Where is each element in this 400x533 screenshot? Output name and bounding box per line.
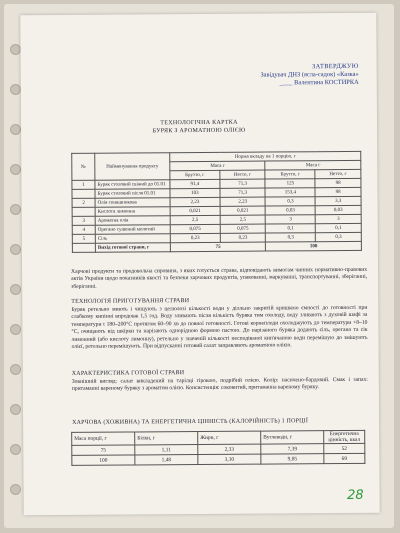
col-netto1-header: Нетто, г [220,170,266,179]
nut-fat: 3,10 [198,454,261,464]
row-netto1: 0,021 [220,206,266,215]
row-brutto2: 3 [266,215,316,224]
row-netto2: 3 [315,214,361,223]
nut-carbs: 9,85 [261,454,324,464]
nut-energy: 69 [324,453,365,463]
nutrition-table [71,430,365,466]
row-netto2: 0,03 [315,205,361,214]
col-netto2-header: Нетто, г [315,169,361,178]
nut-mass: 75 [72,445,135,455]
row-netto1: 2,23 [220,197,266,206]
row-brutto1: 91,4 [170,179,220,188]
col-mass1-header: Маса г [170,161,266,171]
row-no: 2 [72,198,95,207]
row-brutto2: 0,03 [266,206,316,215]
row-brutto2: 0,1 [266,224,316,233]
row-brutto2: 0,3 [266,197,316,206]
col-brutto1-header: Брутто, г [170,170,220,179]
section-characteristics-title: ХАРАКТЕРИСТИКА ГОТОВОЇ СТРАВИ [71,370,185,377]
row-netto1: 0,23 [220,233,266,242]
table-row [72,453,365,465]
nut-header-mass: Маса порції, г [72,432,135,445]
row-brutto1: 0,021 [170,206,220,215]
row-no: 5 [72,234,95,243]
row-brutto2: 0,3 [266,233,316,242]
section-technology-text: Буряк ретельно миють і чищують з целюлозі кількості води у ділльно закритій кришкою ємності до готовності при слабкому кипінні впродовж 1,5 год. Воду зливають після кількість буряка тим охолоду, воду зливають з духовій шафі за температури t 180–200°С протягом 60–90 хв до повної готовності. Готові корнеплоди охолоджують до температури +8–10 °С, очищають від шкірки та нарізають однорідною формою пастою. До нарізаного буряка додають сіль, орегано та сік лимонний (або кислоту лимонну), ретельно у значеній кількості несподіваної кип'ячаною води перемішую до змішують олієї, ретельно перемішують. При відпусканні готовий салат заправляють ароматною олією. [71,304,368,350]
row-netto1: 71,3 [220,188,266,197]
row-netto2: 0,1 [315,223,361,232]
approval-heading: ЗАТВЕРДЖУЮ [312,62,359,71]
nut-protein: 1,11 [135,445,198,455]
nut-header-energy: Енергетична цінність, ккал [324,430,365,443]
row-name: Буряк столовий свіжий до 01.01 [95,180,170,190]
row-netto2: 98 [315,178,361,187]
row-name: Орегано сушений молотий [95,225,170,235]
document-title: ТЕХНОЛОГІЧНА КАРТКА [160,119,238,127]
nut-carbs: 7,39 [261,444,324,454]
nut-protein: 1,48 [135,455,198,465]
row-name: Ароматна олія [95,216,170,226]
yield-row [72,241,361,252]
row-no [72,207,95,216]
row-brutto2: 125 [265,179,315,188]
row-no: 1 [72,180,95,189]
col-mass2-header: Маса г [265,160,361,170]
recipe-table [71,151,362,253]
col-no-header: № [72,153,95,180]
row-name: Кислота лимонна [95,207,170,217]
nutrition-title: ХАРЧОВА (ХОЖИВНА) ТА ЕНЕРГЕТИЧНА ЦІННІСТЬ (КАЛОРІЙНІСТЬ) 1 ПОРЦІЇ [72,418,309,426]
approval-block [209,63,359,88]
col-norm-header: Норма вкладу на 1 порцію, г [170,151,361,161]
document-page [20,13,379,515]
page-number: 28 [347,487,364,503]
row-brutto2: 153,4 [265,188,315,197]
row-brutto1: 0,23 [170,233,220,242]
row-name: Сіль [95,234,170,244]
row-netto1: 0,075 [220,224,266,233]
document-subtitle: БУРЯК З АРОМАТНОЮ ОЛІЄЮ [152,127,246,135]
row-netto2: 3,3 [315,196,361,205]
nut-fat: 2,33 [198,444,261,454]
row-netto2: 98 [315,187,361,196]
row-brutto1: 2,5 [170,215,220,224]
nut-mass: 100 [72,455,135,465]
yield-label: Вихід готової страви, г [95,243,170,253]
row-no: 3 [72,216,95,225]
section-technology-title: ТЕХНОЛОГІЯ ПРИГОТУВАННЯ СТРАВИ [71,298,190,305]
row-no [72,189,95,198]
row-netto2: 0,3 [316,232,362,241]
yield-value-2: 100 [266,241,362,251]
row-name: Олія соняшникова [95,198,170,208]
nut-header-carbs: Вуглеводи, г [261,431,324,444]
yield-value-1: 75 [170,242,266,252]
row-brutto1: 0,075 [170,224,220,233]
col-brutto2-header: Брутто, г [265,170,315,179]
row-brutto1: 103 [170,188,220,197]
row-no: 4 [72,225,95,234]
nut-energy: 52 [324,443,365,453]
approval-line-2: ____ Валентина КОСТИРКА [279,78,359,87]
nut-header-protein: Білки, г [135,432,198,445]
col-name-header: Найменування продукту [95,153,170,181]
nut-header-fat: Жири, г [198,431,261,444]
approval-line-1: Завідувач ДНЗ (ясла-садок) «Казка» [260,70,359,79]
row-brutto1: 2,23 [170,197,220,206]
row-name: Буряк столовий після 01.01 [95,189,170,199]
section-characteristics-text: Зовнішній вигляд: салат викладений на тарілці гірокою, подрібнй олією. Колір: насичено-бардовий. Смак і запах: притаманні вареному буряку з ароматом олією. Консистенція: соковитий, притаманна вареному буряку. [71,376,368,393]
row-netto1: 2,5 [220,215,266,224]
row-netto1: 71,3 [220,179,266,188]
intro-paragraph: Харчові продукти та продовольча сировина, з яких готується страва, відповідають вимогам чинних нормативно-правових актів України щодо показників якості та безпеки харчових продуктів, упакованні, маркуванні, транспортуванні, зберіганні, зберіганні. [71,266,368,290]
